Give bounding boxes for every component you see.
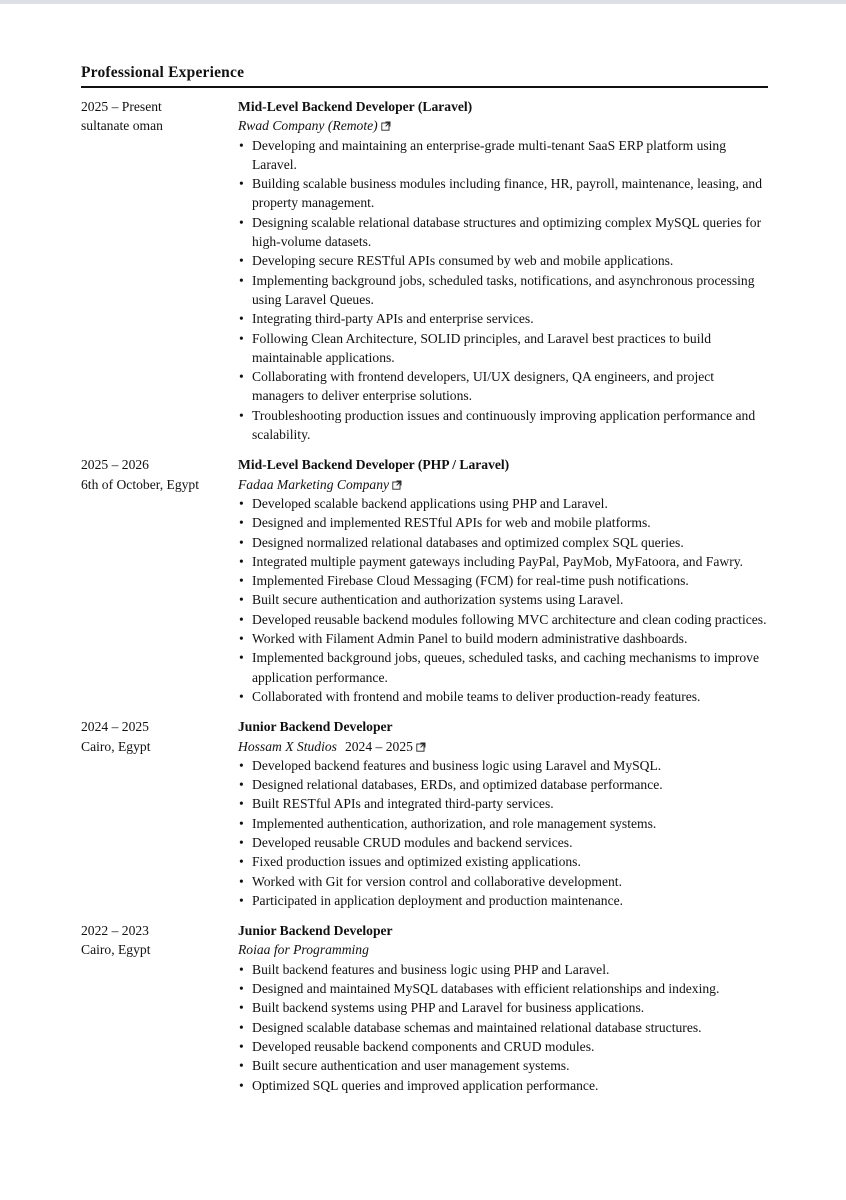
job-title: Mid-Level Backend Developer (PHP / Laravel) [238, 457, 510, 473]
bullet-item: • Participated in application deployment and production maintenance. [238, 891, 768, 910]
entry-dates: 2022 – 2023 [81, 923, 149, 939]
bullet-list [238, 756, 768, 910]
entry-location: 6th of October, Egypt [81, 476, 199, 492]
bullet-item: • Designed scalable database schemas and maintained relational database structures. [238, 1018, 768, 1037]
bullet-list [238, 136, 768, 445]
bullet-item: • Integrating third-party APIs and enterprise services. [238, 309, 768, 328]
entry-body [238, 921, 768, 1095]
entry-dates: 2025 – Present [81, 99, 162, 114]
bullet-item: • Built secure authentication and user management systems. [238, 1056, 768, 1075]
job-title: Junior Backend Developer [238, 719, 393, 735]
experience-entry [81, 455, 768, 706]
bullet-item: • Developed scalable backend applications using PHP and Laravel. [238, 494, 768, 513]
bullet-item: • Worked with Git for version control and collaborative development. [238, 872, 768, 891]
bullet-item: • Implemented authentication, authorization, and role management systems. [238, 814, 768, 833]
external-link-icon[interactable] [381, 117, 391, 127]
bullet-item: • Implemented background jobs, queues, scheduled tasks, and caching mechanisms to improve application performance. [238, 648, 768, 687]
entry-body [238, 717, 768, 910]
entry-location: Cairo, Egypt [81, 942, 151, 958]
entry-body [238, 455, 768, 706]
bullet-list [238, 960, 768, 1095]
bullet-item: • Designed relational databases, ERDs, and optimized database performance. [238, 775, 768, 794]
bullet-item: • Collaborating with frontend developers, UI/UX designers, QA engineers, and project managers to deliver enterprise solutions. [238, 367, 768, 406]
entry-dates: 2024 – 2025 [81, 719, 149, 735]
company-line [238, 116, 768, 135]
bullet-item: • Building scalable business modules including finance, HR, payroll, maintenance, leasing, and property management. [238, 174, 768, 213]
bullet-item: • Designing scalable relational database structures and optimizing complex MySQL queries for high-volume datasets. [238, 213, 768, 252]
experience-list [81, 97, 768, 1095]
experience-entry [81, 921, 768, 1095]
bullet-item: • Developing secure RESTful APIs consumed by web and mobile applications. [238, 251, 768, 270]
company-line [238, 940, 768, 959]
job-title: Junior Backend Developer [238, 923, 393, 939]
experience-entry [81, 97, 768, 444]
section-title: Professional Experience [81, 64, 768, 88]
bullet-item: • Developed reusable backend modules following MVC architecture and clean coding practices. [238, 610, 768, 629]
bullet-item: • Implementing background jobs, scheduled tasks, notifications, and asynchronous processing using Laravel Queues. [238, 271, 768, 310]
entry-location: Cairo, Egypt [81, 738, 151, 754]
bullet-item: • Built RESTful APIs and integrated third-party services. [238, 794, 768, 813]
company-line [238, 737, 768, 756]
bullet-item: • Implemented Firebase Cloud Messaging (FCM) for real-time push notifications. [238, 571, 768, 590]
bullet-list [238, 494, 768, 706]
external-link-icon[interactable] [416, 738, 426, 748]
bullet-item: • Built backend systems using PHP and Laravel for business applications. [238, 998, 768, 1017]
entry-body [238, 97, 768, 444]
bullet-item: • Designed and maintained MySQL databases with efficient relationships and indexing. [238, 979, 768, 998]
bullet-item: • Designed and implemented RESTful APIs for web and mobile platforms. [238, 513, 768, 532]
resume-page [0, 4, 846, 1095]
company-name: Roiaa for Programming [238, 942, 369, 958]
bullet-item: • Built backend features and business logic using PHP and Laravel. [238, 960, 768, 979]
experience-entry [81, 717, 768, 910]
entry-location: sultanate oman [81, 118, 163, 134]
entry-meta [81, 97, 238, 444]
company-name: Rwad Company (Remote) [238, 118, 378, 134]
entry-meta [81, 455, 238, 706]
company-dates: 2024 – 2025 [344, 738, 413, 754]
bullet-item: • Troubleshooting production issues and continuously improving application performance and scalability. [238, 406, 768, 445]
company-name: Hossam X Studios [238, 738, 337, 754]
bullet-item: • Collaborated with frontend and mobile teams to deliver production-ready features. [238, 687, 768, 706]
bullet-item: • Developing and maintaining an enterprise-grade multi-tenant SaaS ERP platform using Laravel. [238, 136, 768, 175]
entry-dates: 2025 – 2026 [81, 457, 149, 473]
company-line [238, 475, 768, 494]
entry-meta [81, 717, 238, 910]
bullet-item: • Integrated multiple payment gateways including PayPal, PayMob, MyFatoora, and Fawry. [238, 552, 768, 571]
bullet-item: • Following Clean Architecture, SOLID principles, and Laravel best practices to build maintainable applications. [238, 329, 768, 368]
company-name: Fadaa Marketing Company [238, 476, 390, 492]
bullet-item: • Designed normalized relational databases and optimized complex SQL queries. [238, 533, 768, 552]
job-title: Mid-Level Backend Developer (Laravel) [238, 99, 473, 114]
bullet-item: • Developed reusable backend components and CRUD modules. [238, 1037, 768, 1056]
bullet-item: • Developed backend features and business logic using Laravel and MySQL. [238, 756, 768, 775]
bullet-item: • Optimized SQL queries and improved application performance. [238, 1076, 768, 1095]
bullet-item: • Fixed production issues and optimized existing applications. [238, 852, 768, 871]
external-link-icon[interactable] [392, 476, 402, 486]
bullet-item: • Developed reusable CRUD modules and backend services. [238, 833, 768, 852]
entry-meta [81, 921, 238, 1095]
bullet-item: • Worked with Filament Admin Panel to build modern administrative dashboards. [238, 629, 768, 648]
bullet-item: • Built secure authentication and authorization systems using Laravel. [238, 590, 768, 609]
